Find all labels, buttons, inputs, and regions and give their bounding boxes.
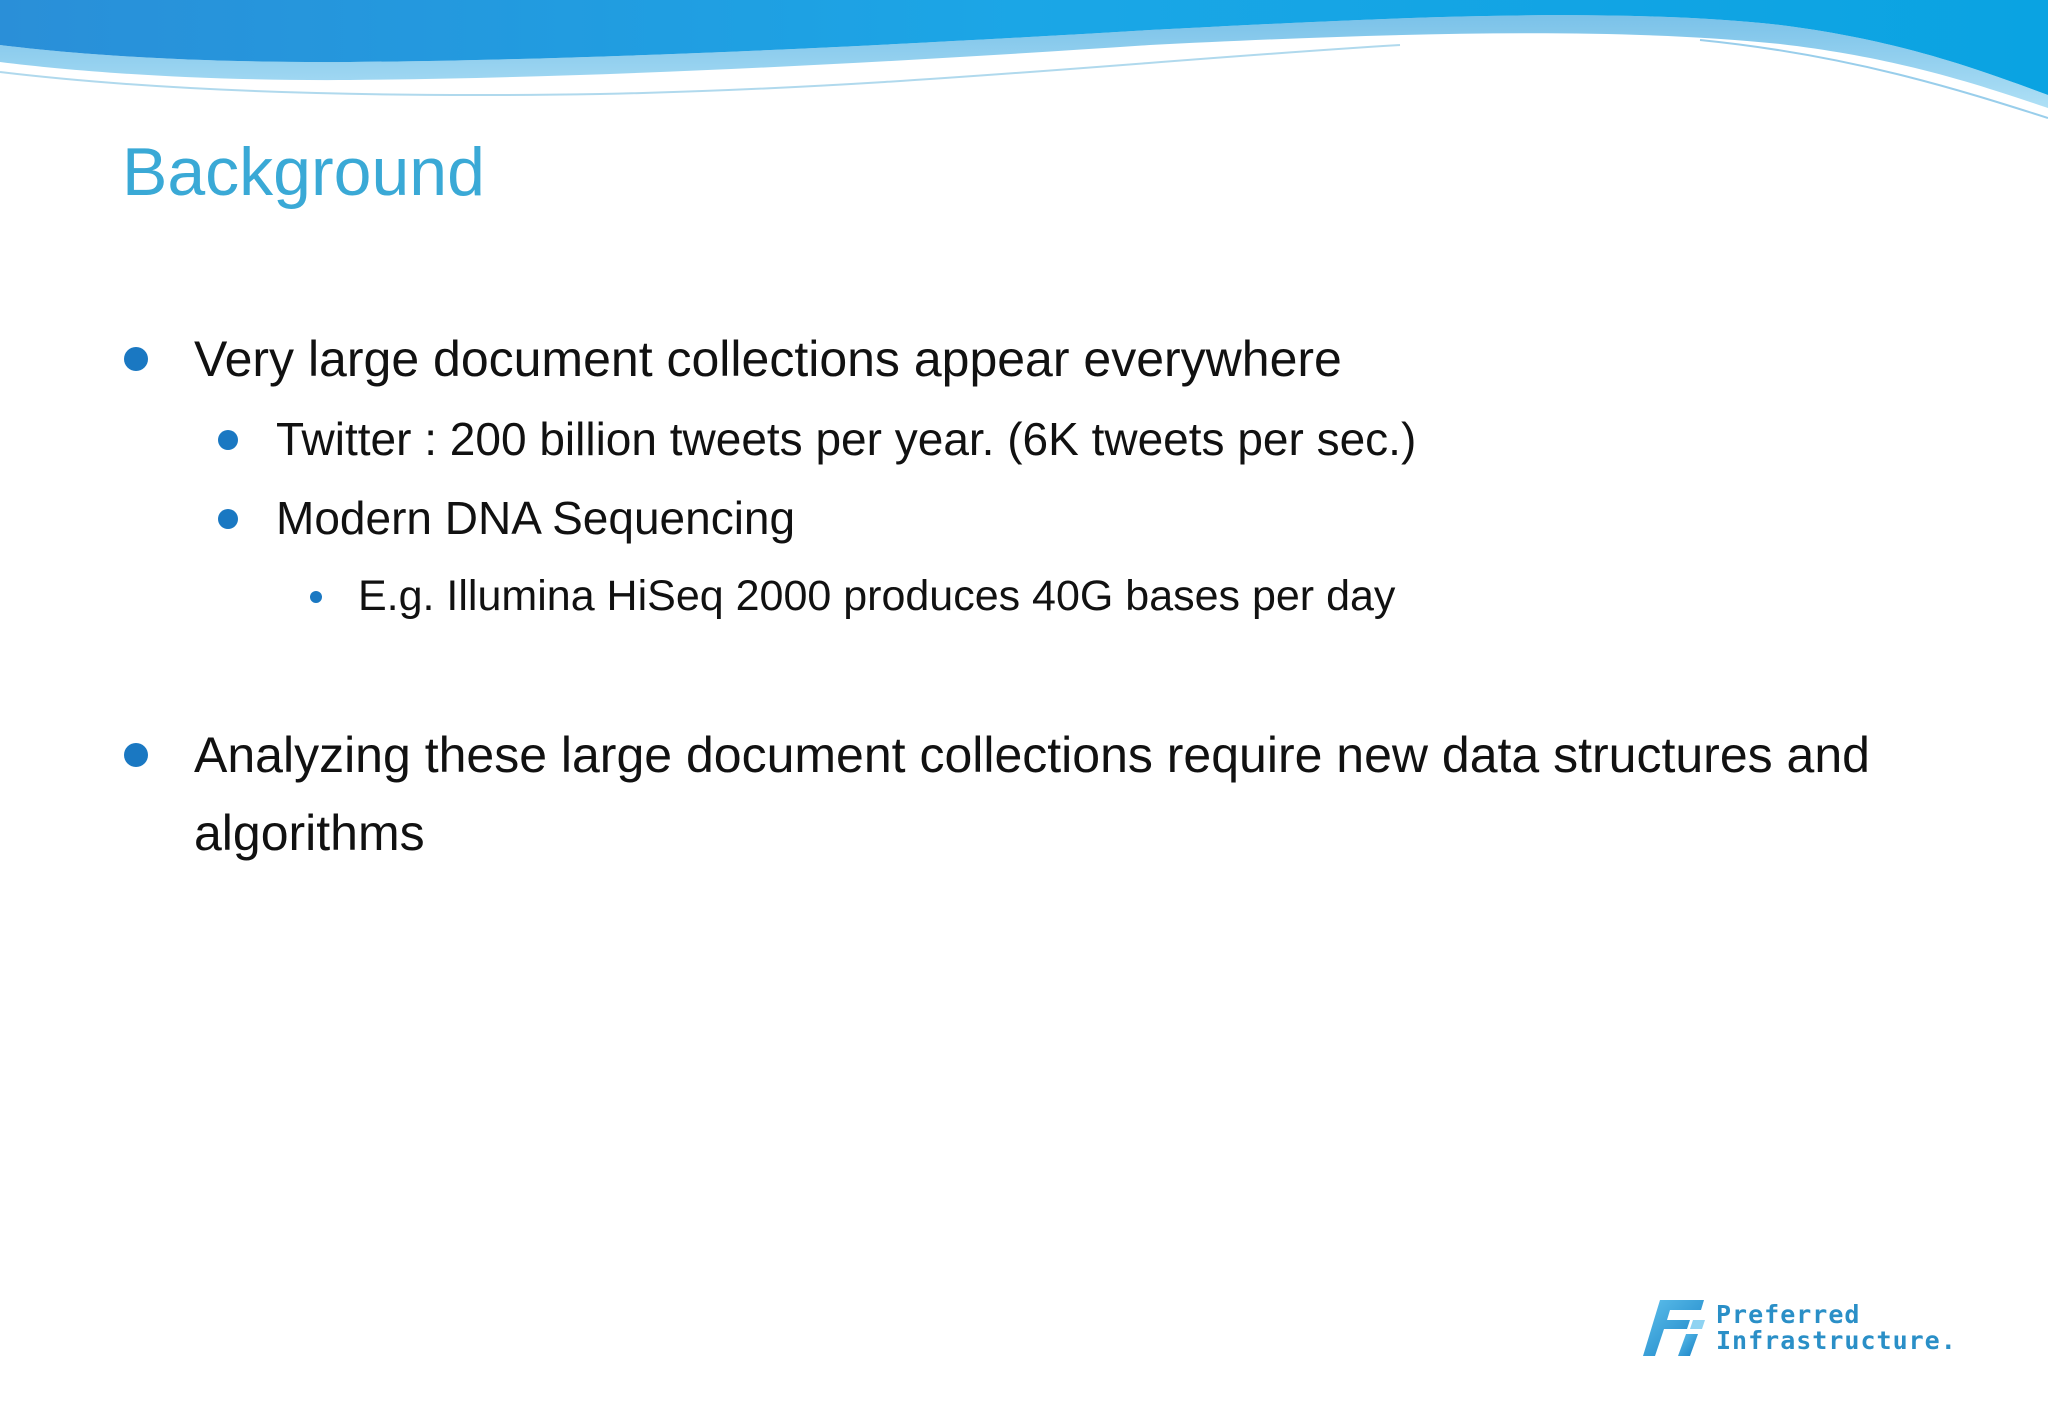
bullet-text: Modern DNA Sequencing [276, 492, 796, 544]
bullet-text: Very large document collections appear everywhere [194, 331, 1342, 387]
bullet-level1-item [124, 320, 1924, 398]
bullet-dot-icon [124, 347, 148, 371]
bullet-level1-item [124, 716, 1884, 872]
bullet-text: Twitter : 200 billion tweets per year. (6K tweets per sec.) [276, 413, 1417, 465]
bullet-dot-icon [310, 591, 322, 603]
bullet-level3-item [310, 557, 1910, 635]
bullet-text: E.g. Illumina HiSeq 2000 produces 40G bases per day [358, 572, 1396, 620]
bullet-text: Analyzing these large document collections require new data structures and algorithms [194, 727, 1870, 861]
pfi-logo-icon [1640, 1296, 1708, 1360]
bullet-level2-item [218, 479, 1918, 557]
logo-text [1716, 1302, 1957, 1354]
logo-line-1: Preferred [1716, 1300, 1861, 1329]
bullet-level2-item [218, 400, 1918, 478]
header-wave-decoration [0, 0, 2048, 140]
bullet-dot-icon [124, 743, 148, 767]
bullet-dot-icon [218, 509, 238, 529]
bullet-dot-icon [218, 430, 238, 450]
company-logo [1640, 1296, 1970, 1360]
slide-title: Background [122, 134, 485, 210]
logo-line-2: Infrastructure. [1716, 1326, 1957, 1355]
